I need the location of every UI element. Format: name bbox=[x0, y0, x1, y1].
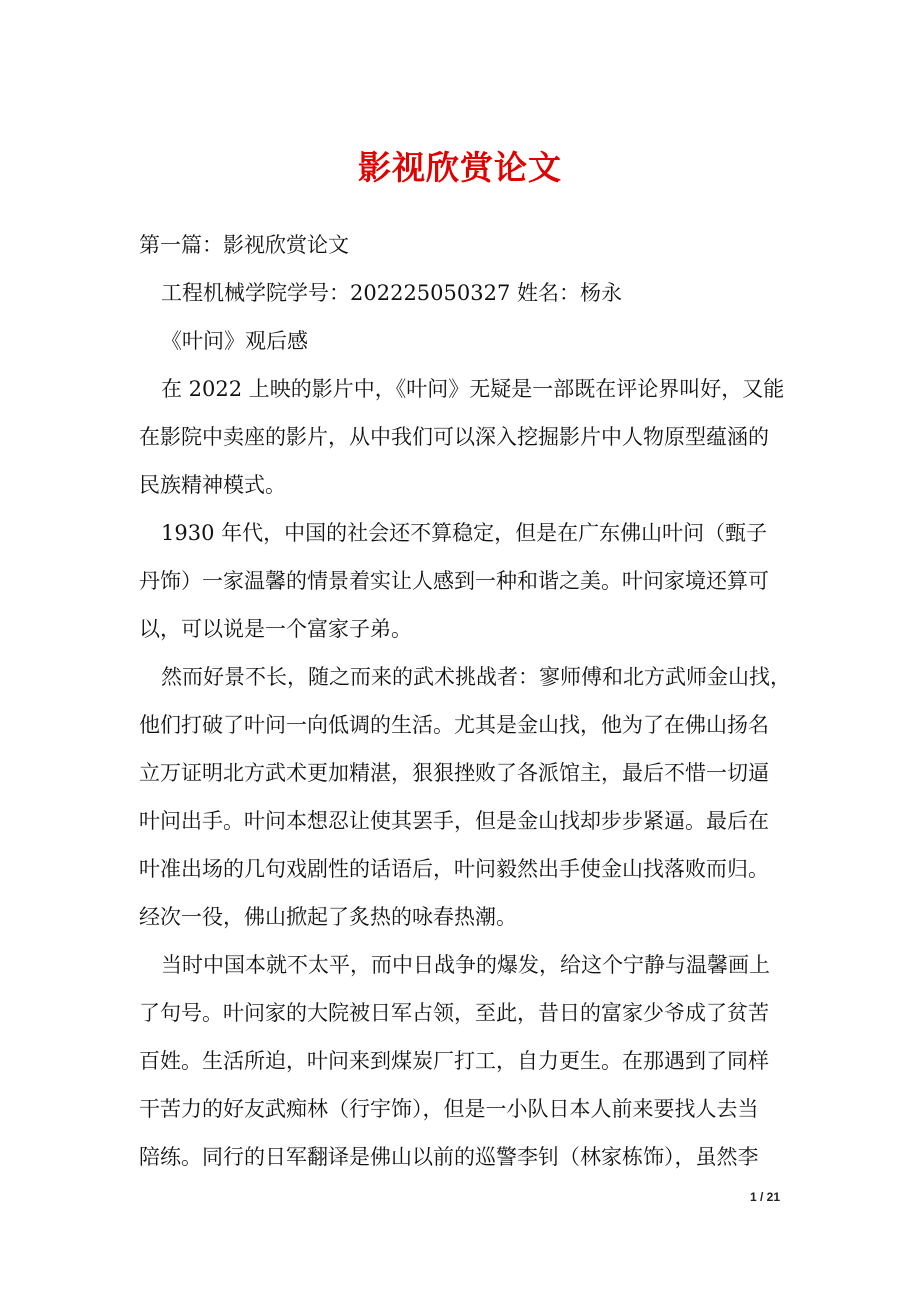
paragraph-line: 了句号。叶问家的大院被日军占领，至此，昔日的富家少爷成了贫苦 bbox=[139, 1001, 769, 1025]
paragraph-line: 第一篇：影视欣赏论文 bbox=[139, 233, 349, 257]
paragraph-line: 《叶问》观后感 bbox=[161, 329, 308, 353]
paragraph-line: 以，可以说是一个富家子弟。 bbox=[139, 617, 412, 641]
paragraph-line: 在影院中卖座的影片，从中我们可以深入挖掘影片中人物原型蕴涵的 bbox=[139, 425, 769, 449]
paragraph-line: 在 2022 上映的影片中，《叶问》无疑是一部既在评论界叫好，又能 bbox=[161, 377, 785, 401]
paragraph-line: 民族精神模式。 bbox=[139, 473, 286, 497]
paragraph-line: 叶准出场的几句戏剧性的话语后，叶问毅然出手使金山找落败而归。 bbox=[139, 857, 769, 881]
paragraph-line: 然而好景不长，随之而来的武术挑战者：寥师傅和北方武师金山找， bbox=[161, 665, 791, 689]
paragraph-line: 百姓。生活所迫，叶问来到煤炭厂打工，自力更生。在那遇到了同样 bbox=[139, 1049, 769, 1073]
paragraph-line: 陪练。同行的日军翻译是佛山以前的巡警李钊（林家栋饰），虽然李 bbox=[139, 1145, 759, 1169]
page-number: 1 / 21 bbox=[749, 1190, 780, 1204]
paragraph-line: 工程机械学院学号：202225050327 姓名：杨永 bbox=[161, 281, 623, 305]
paragraph-line: 当时中国本就不太平，而中日战争的爆发，给这个宁静与温馨画上 bbox=[161, 953, 770, 977]
document-body bbox=[139, 221, 799, 1181]
paragraph-line: 干苦力的好友武痴林（行宇饰），但是一小队日本人前来要找人去当 bbox=[139, 1097, 759, 1121]
paragraph-line: 1930 年代，中国的社会还不算稳定，但是在广东佛山叶问（甄子 bbox=[161, 521, 768, 545]
paragraph-line: 叶问出手。叶问本想忍让使其罢手，但是金山找却步步紧逼。最后在 bbox=[139, 809, 769, 833]
paragraph-line: 立万证明北方武术更加精湛，狠狠挫败了各派馆主，最后不惜一切逼 bbox=[139, 761, 769, 785]
paragraph-line: 丹饰）一家温馨的情景着实让人感到一种和谐之美。叶问家境还算可 bbox=[139, 569, 769, 593]
document-title: 影视欣赏论文 bbox=[358, 148, 562, 187]
paragraph-line: 他们打破了叶问一向低调的生活。尤其是金山找，他为了在佛山扬名 bbox=[139, 713, 769, 737]
paragraph-line: 经次一役，佛山掀起了炙热的咏春热潮。 bbox=[139, 905, 517, 929]
